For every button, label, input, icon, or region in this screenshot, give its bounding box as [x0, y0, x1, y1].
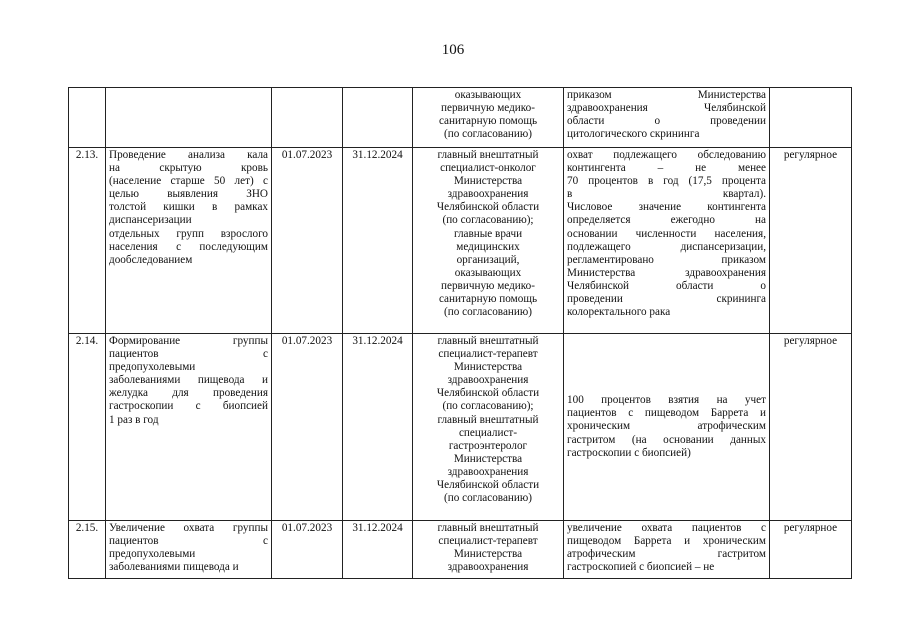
responsible-cell [413, 148, 564, 334]
text-line: Проведение анализа кала [109, 149, 268, 161]
text-line: главный внештатный [437, 149, 539, 161]
text-line: гастритом (на основании данных [567, 433, 766, 446]
text-line: главный внештатный [437, 522, 539, 534]
cell-text: регулярное [783, 522, 838, 534]
text-line: диспансеризации [109, 214, 192, 227]
text-line: проведении скрининга [567, 293, 766, 306]
text-line: Челябинской области [436, 201, 540, 214]
text-line: пациентов с пищеводом Баррета и [567, 407, 766, 420]
row-number-cell [69, 148, 106, 334]
text-line: увеличение охвата пациентов с [567, 522, 766, 534]
text-line: приказом Министерства [567, 89, 766, 101]
text-line: пациентов с [109, 535, 268, 548]
text-line: главный внештатный [437, 335, 539, 347]
row-number-cell [69, 334, 106, 521]
text-line: здравоохранения [447, 465, 529, 478]
text-line: Министерства [453, 452, 523, 465]
text-line: толстой кишки в рамках [109, 201, 268, 214]
text-line: (по согласованию) [444, 128, 532, 141]
indicator-cell [564, 521, 770, 579]
text-line: (по согласованию) [444, 306, 532, 319]
text-line: главный внештатный [437, 413, 539, 426]
activity-name-cell [106, 148, 272, 334]
end-date-cell [343, 148, 413, 334]
text-line: колоректального рака [567, 306, 671, 319]
plan-table [68, 87, 852, 579]
text-line: Формирование группы [109, 335, 268, 347]
text-line: (население старше 50 лет) с [109, 175, 268, 188]
text-line: Числовое значение контингента [567, 201, 766, 214]
cell-text: 31.12.2024 [352, 335, 403, 347]
periodicity-cell [770, 148, 852, 334]
table-row [69, 88, 852, 148]
text-line: регламентировано приказом [567, 253, 766, 266]
table-body [69, 88, 852, 579]
responsible-cell [413, 521, 564, 579]
text-line: хроническим атрофическим [567, 420, 766, 433]
row-number-cell [69, 521, 106, 579]
text-line: дообследованием [109, 253, 193, 266]
text-line: Министерства [453, 548, 523, 561]
indicator-cell [564, 148, 770, 334]
periodicity-cell [770, 334, 852, 521]
text-line: заболеваниями пищевода и [109, 374, 268, 387]
cell-text: 01.07.2023 [281, 522, 333, 534]
text-line: атрофическим гастритом [567, 548, 766, 561]
text-line: специалист- [458, 426, 518, 439]
activity-name-cell [106, 521, 272, 579]
text-line: Челябинской области [436, 387, 540, 400]
text-line: подлежащего диспансеризации, [567, 240, 766, 253]
text-line: на скрытую кровь [109, 162, 268, 175]
periodicity-cell [770, 88, 852, 148]
text-line: 1 раз в год [109, 413, 159, 426]
text-line: гастроэнтеролог [448, 439, 528, 452]
text-line: здравоохранения [447, 188, 529, 201]
periodicity-cell [770, 521, 852, 579]
text-line: пищеводом Баррета и хроническим [567, 535, 766, 548]
cell-text: 2.14. [75, 335, 99, 347]
page-number: 106 [441, 42, 465, 58]
text-line: Министерства [453, 361, 523, 374]
text-line: оказывающих [454, 89, 522, 101]
end-date-cell [343, 521, 413, 579]
text-line: первичную медико- [441, 279, 535, 292]
row-number-cell [69, 88, 106, 148]
text-line: охват подлежащего обследованию [567, 149, 766, 161]
text-line: в квартал). [567, 188, 766, 201]
text-line: здравоохранения [447, 561, 529, 574]
start-date-cell [272, 148, 343, 334]
text-line: специалист-терапевт [438, 348, 538, 361]
text-line: (по согласованию) [444, 492, 532, 505]
cell-text: регулярное [783, 335, 838, 347]
text-line: желудка для проведения [109, 387, 268, 400]
activity-name-cell [106, 334, 272, 521]
text-line: контингента – не менее [567, 162, 766, 175]
cell-text: регулярное [783, 149, 838, 161]
text-line: пациентов с [109, 348, 268, 361]
text-line: Челябинской области [436, 479, 540, 492]
text-line: специалист-терапевт [438, 535, 538, 548]
cell-text: 31.12.2024 [352, 522, 403, 534]
text-line: Челябинской области о [567, 279, 766, 292]
text-line: заболеваниями пищевода и [109, 561, 239, 574]
table-row [69, 521, 852, 579]
table-row [69, 334, 852, 521]
cell-text: 2.13. [75, 149, 99, 161]
text-line: 100 процентов взятия на учет [567, 394, 766, 407]
text-line: гастроскопии с биопсией [109, 400, 268, 413]
text-line: специалист-онколог [440, 162, 536, 175]
text-line: 70 процентов в год (17,5 процента [567, 175, 766, 188]
cell-text: 01.07.2023 [281, 149, 333, 161]
text-line: Увеличение охвата группы [109, 522, 268, 534]
text-line: определяется ежегодно на [567, 214, 766, 227]
text-line: Министерства [453, 175, 523, 188]
text-line: первичную медико- [441, 102, 535, 115]
cell-text: 31.12.2024 [352, 149, 403, 161]
text-line: отдельных групп взрослого [109, 227, 268, 240]
text-line: медицинских [456, 240, 520, 253]
text-line: здравоохранения Челябинской [567, 102, 766, 115]
text-line: Министерства здравоохранения [567, 266, 766, 279]
responsible-cell [413, 334, 564, 521]
table-row [69, 148, 852, 334]
end-date-cell [343, 334, 413, 521]
text-line: (по согласованию); [442, 400, 534, 413]
activity-name-cell [106, 88, 272, 148]
text-line: населения с последующим [109, 240, 268, 253]
text-line: санитарную помощь [438, 115, 538, 128]
text-line: основании численности населения, [567, 227, 766, 240]
end-date-cell [343, 88, 413, 148]
start-date-cell [272, 88, 343, 148]
text-line: здравоохранения [447, 374, 529, 387]
text-line: гастроскопии с биопсией) [567, 446, 691, 459]
text-line: главные врачи [453, 227, 523, 240]
text-line: предопухолевыми [109, 548, 196, 561]
text-line: гастроскопией с биопсией – не [567, 561, 715, 574]
text-line: санитарную помощь [438, 293, 538, 306]
text-line: организаций, [456, 253, 520, 266]
cell-text: 2.15. [75, 522, 99, 534]
text-line: оказывающих [454, 266, 522, 279]
indicator-cell [564, 334, 770, 521]
text-line: области о проведении [567, 115, 766, 128]
cell-text: 01.07.2023 [281, 335, 333, 347]
indicator-cell [564, 88, 770, 148]
start-date-cell [272, 521, 343, 579]
text-line: предопухолевыми [109, 361, 196, 374]
text-line: цитологического скрининга [567, 128, 700, 141]
responsible-cell [413, 88, 564, 148]
text-line: целью выявления ЗНО [109, 188, 268, 201]
start-date-cell [272, 334, 343, 521]
text-line: (по согласованию); [442, 214, 534, 227]
